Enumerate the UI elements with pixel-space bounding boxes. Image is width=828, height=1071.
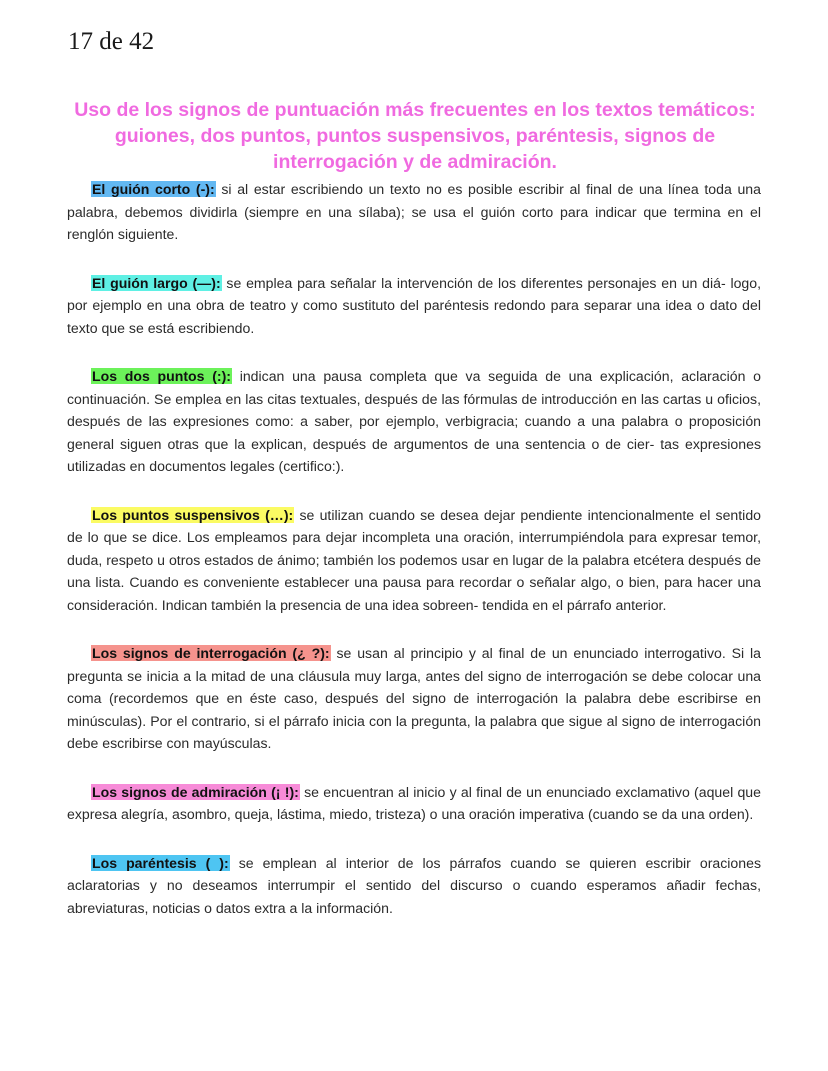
page-title: Uso de los signos de puntuación más frecuentes en los textos temáticos: guiones, dos puntos, puntos suspensivos, paréntesis, signos de interrogación y de admiración. (74, 99, 756, 173)
paragraph-interrogacion (67, 642, 761, 755)
definition-parentesis: se emplean al interior de los párrafos cuando se quieren escribir oraciones aclaratorias y no deseamos interrumpir el sentido del discurso o cuando esperamos añadir fechas, abreviaturas, noticias o datos extra a la información. (67, 854, 761, 916)
term-interrogacion: Los signos de interrogación (¿ ?): (92, 645, 330, 661)
term-dos-puntos: Los dos puntos (:): (92, 368, 231, 384)
paragraph-puntos-suspensivos (67, 504, 761, 617)
term-guion-corto: El guión corto (-): (92, 181, 215, 197)
definition-dos-puntos: indican una pausa completa que va seguida de una explicación, aclaración o continuación. Se emplea en las citas textuales, después de las fórmulas de introducción en las cartas u oficios, después de las expresiones como: a saber, por ejemplo, verbigracia; cuando a una palabra o proposición general siguen otras que la explican, después de argumentos de una sentencia o de cier- tas expresiones utilizadas en documentos legales (certifico:). (67, 368, 761, 474)
page-number: 17 de 42 (68, 28, 155, 55)
term-puntos-suspensivos: Los puntos suspensivos (…): (92, 506, 294, 523)
definition-puntos-suspensivos: se utilizan cuando se desea dejar pendiente intencionalmente el sentido de lo que se dice. Los empleamos para dejar incompleta una oración, interrumpiéndola para expresar temor, duda, respeto u otros estados de ánimo; también los podemos usar en lugar de la palabra etcétera después de una lista. Cuando es conveniente establecer una pausa para recordar o señalar algo, o bien, para hacer una consideración. Indican también la presencia de una idea sobreen- tendida en el párrafo anterior. (67, 506, 761, 613)
paragraph-guion-largo (67, 272, 761, 340)
term-guion-largo: El guión largo (—): (92, 274, 221, 291)
definition-guion-largo: se emplea para señalar la intervención de los diferentes personajes en un diá- logo, por ejemplo en una obra de teatro y como sustituto del paréntesis redondo para separar una idea o dato del texto que se está escribiendo. (67, 274, 762, 336)
definition-admiracion: se encuentran al inicio y al final de un enunciado exclamativo (aquel que expresa alegría, asombro, queja, lástima, miedo, tristeza) o una oración imperativa (cuando se da una orden). (67, 783, 761, 822)
paragraph-parentesis (67, 852, 761, 920)
definition-guion-corto: si al estar escribiendo un texto no es posible escribir al final de una línea toda una palabra, debemos dividirla (siempre en una sílaba); se usa el guión corto para indicar que termina en el renglón siguiente. (67, 181, 761, 242)
definition-interrogacion: se usan al principio y al final de un enunciado interrogativo. Si la pregunta se inicia a la mitad de una cláusula muy larga, antes del signo de interrogación se debe colocar una coma (recordemos que en éste caso, después del signo de interrogación la palabra debe escribirse en minúsculas). Por el contrario, si el párrafo inicia con la pregunta, la palabra que sigue al signo de interrogación debe escribirse con mayúsculas. (67, 645, 761, 751)
term-parentesis: Los paréntesis ( ): (92, 854, 229, 871)
term-admiracion: Los signos de admiración (¡ !): (92, 783, 299, 800)
paragraph-admiracion (67, 781, 761, 826)
document-body (67, 178, 761, 945)
paragraph-dos-puntos (67, 365, 761, 478)
paragraph-guion-corto (67, 178, 761, 246)
